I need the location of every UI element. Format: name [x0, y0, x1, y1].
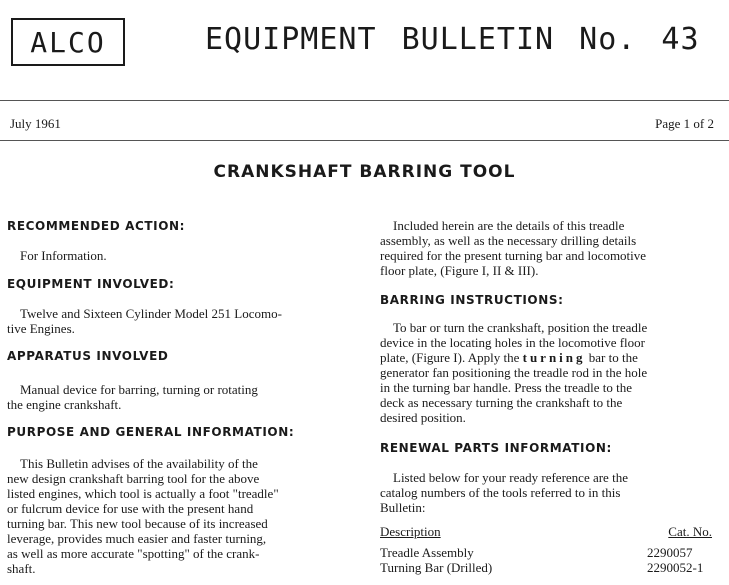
purpose-line: or fulcrum device for use with the present hand — [7, 501, 254, 516]
barring-text: plate, (Figure I). Apply the — [380, 350, 520, 365]
document-title: CRANKSHAFT BARRING TOOL — [213, 162, 516, 182]
part-description: Turning Bar (Drilled) — [380, 560, 493, 575]
barring-line — [380, 350, 638, 365]
barring-instructions-heading: BARRING INSTRUCTIONS: — [380, 293, 564, 307]
included-line: required for the present turning bar and locomotive — [380, 248, 647, 263]
purpose-line: shaft. — [7, 561, 36, 576]
included-line: Included herein are the details of this treadle — [393, 218, 625, 233]
barring-line: device in the locating holes in the locomotive floor — [380, 335, 645, 350]
purpose-line: new design crankshaft barring tool for the above — [7, 471, 260, 486]
parts-catno-header: Cat. No. — [668, 524, 712, 539]
renewal-line: catalog numbers of the tools referred to in this — [380, 485, 621, 500]
renewal-parts-heading: RENEWAL PARTS INFORMATION: — [380, 441, 612, 455]
alco-logo — [11, 18, 125, 66]
purpose-line: listed engines, which tool is actually a foot "treadle" — [7, 486, 279, 501]
barring-line: deck as necessary turning the crankshaft to the — [380, 395, 623, 410]
barring-emphasis: turning — [522, 350, 586, 365]
included-line: assembly, as well as the necessary drilling details — [380, 233, 637, 248]
parts-description-header: Description — [380, 524, 441, 539]
part-catno: 2290052-1 — [647, 560, 704, 575]
logo-text: ALCO — [30, 25, 106, 59]
barring-text: bar to the — [588, 350, 638, 365]
barring-line: To bar or turn the crankshaft, position the treadle — [393, 320, 648, 335]
apparatus-involved-heading: APPARATUS INVOLVED — [7, 349, 169, 363]
recommended-action-heading: RECOMMENDED ACTION: — [7, 219, 186, 233]
purpose-line: turning bar. This new tool because of its increased — [7, 516, 268, 531]
apparatus-text-line: Manual device for barring, turning or rotating — [20, 382, 258, 397]
subheader-rule — [0, 140, 729, 141]
page-number: Page 1 of 2 — [655, 116, 714, 131]
barring-line: generator fan positioning the treadle rod in the hole — [380, 365, 648, 380]
renewal-line: Bulletin: — [380, 500, 426, 515]
purpose-heading: PURPOSE AND GENERAL INFORMATION: — [7, 425, 295, 439]
recommended-action-text: For Information. — [20, 248, 107, 263]
barring-line: desired position. — [380, 410, 466, 425]
included-line: floor plate, (Figure I, II & III). — [380, 263, 539, 278]
apparatus-text-line: the engine crankshaft. — [7, 397, 122, 412]
renewal-line: Listed below for your ready reference are the — [393, 470, 628, 485]
equipment-text-line: Twelve and Sixteen Cylinder Model 251 Locomo- — [20, 306, 282, 321]
equipment-involved-heading: EQUIPMENT INVOLVED: — [7, 277, 175, 291]
equipment-text-line: tive Engines. — [7, 321, 75, 336]
header-rule — [0, 100, 729, 101]
purpose-line: This Bulletin advises of the availability of the — [20, 456, 258, 471]
purpose-line: leverage, provides much easier and faster turning, — [7, 531, 267, 546]
barring-line: in the turning bar handle. Press the treadle to the — [380, 380, 632, 395]
purpose-line: as well as more accurate "spotting" of the crank- — [7, 546, 260, 561]
part-description: Treadle Assembly — [380, 545, 474, 560]
bulletin-date: July 1961 — [10, 116, 61, 131]
bulletin-title: EQUIPMENT BULLETIN No. 43 — [205, 22, 700, 57]
part-catno: 2290057 — [647, 545, 693, 560]
